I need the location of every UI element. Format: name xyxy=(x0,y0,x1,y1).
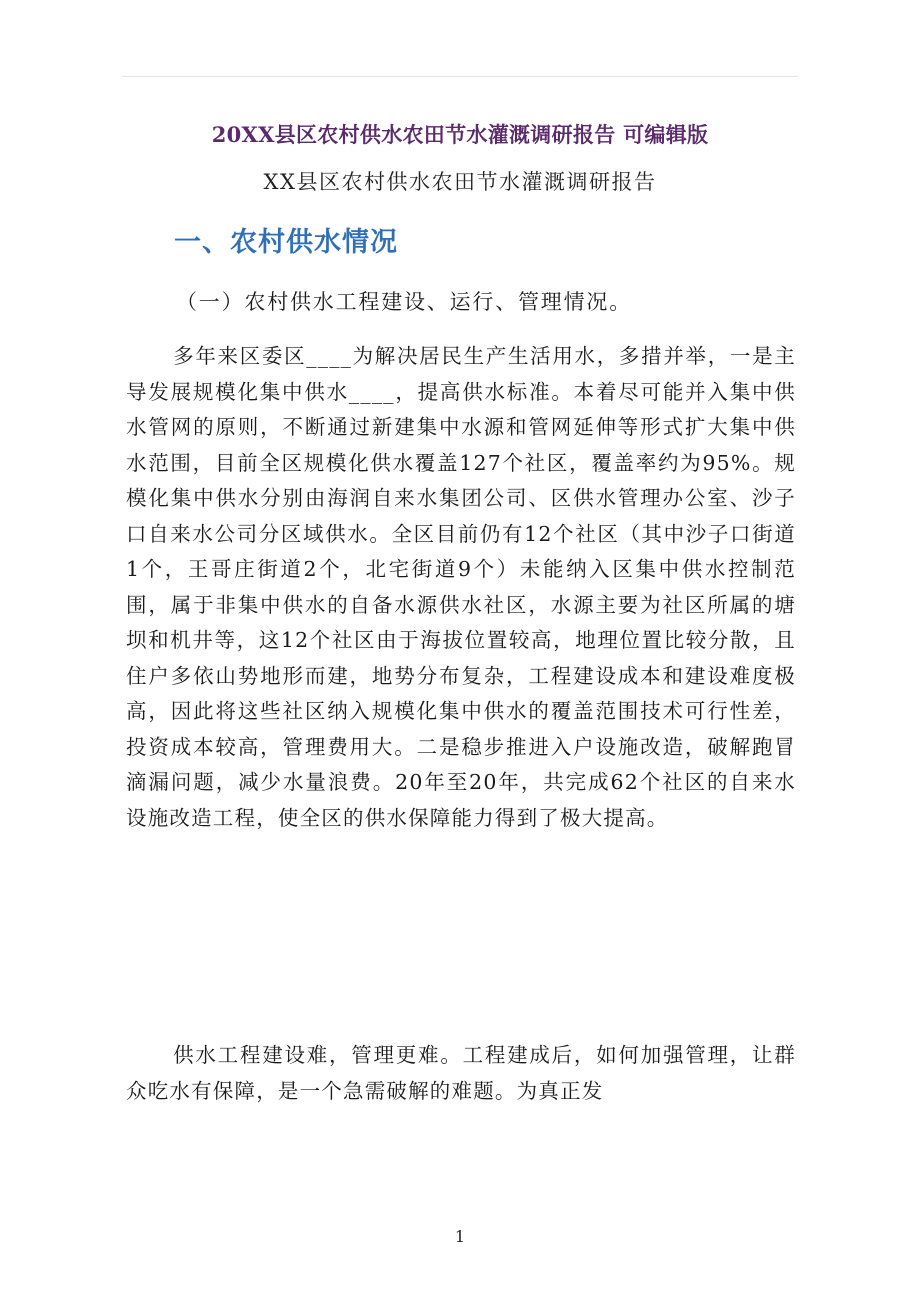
document-subtitle: XX县区农村供水农田节水灌溉调研报告 xyxy=(263,170,657,194)
section-heading: 一、农村供水情况 xyxy=(174,227,398,258)
page-number: 1 xyxy=(454,1227,466,1246)
subsection-heading: （一）农村供水工程建设、运行、管理情况。 xyxy=(176,290,632,314)
header-rule xyxy=(122,76,798,77)
body-paragraph: 多年来区委区____为解决居民生产生活用水，多措并举，一是主导发展规模化集中供水____，提高供水标准。本着尽可能并入集中供水管网的原则，不断通过新建集中水源和管网延伸等形式扩大集中供水范围，目前全区规模化供水覆盖127个社区，覆盖率约为95%。规模化集中供水分别由海润自来水集团公司、区供水管理办公室、沙子口自来水公司分区域供水。全区目前仍有12个社区（其中沙子口街道1个，王哥庄街道2个，北宅街道9个）未能纳入区集中供水控制范围，属于非集中供水的自备水源供水社区，水源主要为社区所属的塘坝和机井等，这12个社区由于海拔位置较高，地理位置比较分散，且住户多依山势地形而建，地势分布复杂，工程建设成本和建设难度极高，因此将这些社区纳入规模化集中供水的覆盖范围技术可行性差，投资成本较高，管理费用大。二是稳步推进入户设施改造，破解跑冒滴漏问题，减少水量浪费。20年至20年，共完成62个社区的自来水设施改造工程，使全区的供水保障能力得到了极大提高。 xyxy=(126,344,796,830)
document-title: 20XX县区农村供水农田节水灌溉调研报告 可编辑版 xyxy=(211,122,709,147)
body-paragraph: 供水工程建设难，管理更难。工程建成后，如何加强管理，让群众吃水有保障，是一个急需破解的难题。为真正发 xyxy=(126,1043,796,1103)
